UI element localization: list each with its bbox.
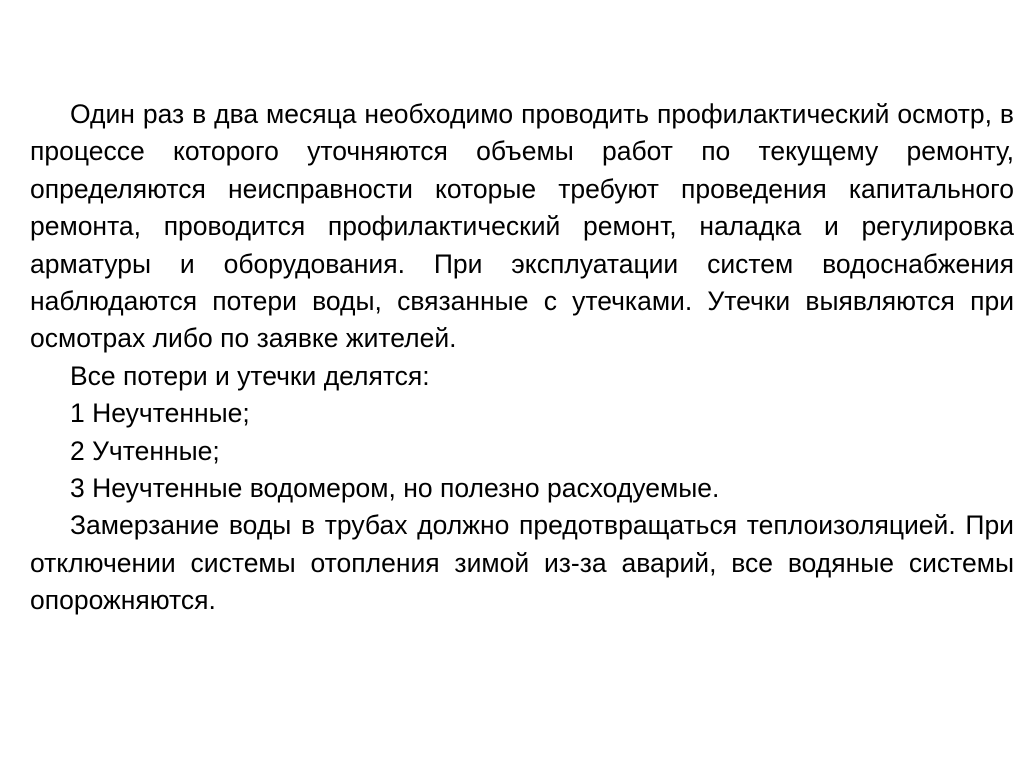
list-item-accounted: 2 Учтенные; <box>70 435 220 466</box>
paragraph-losses-intro: Все потери и утечки делятся: <box>70 360 430 391</box>
text-body <box>30 96 1014 620</box>
list-item-unaccounted: 1 Неучтенные; <box>70 398 250 429</box>
paragraph-freezing: Замерзание воды в трубах должно предотвращаться теплоизоляцией. При отключении системы отопления зимой из-за аварий, все водяные системы опорожняются. <box>30 510 1014 616</box>
list-item-unmetered: 3 Неучтенные водомером, но полезно расходуемые. <box>70 473 720 504</box>
paragraph-inspection: Один раз в два месяца необходимо проводить профилактический осмотр, в процессе которого уточняются объемы работ по текущему ремонту, определяются неисправности которые требуют проведения капитального ремонта, проводится профилактический ремонт, наладка и регулировка арматуры и оборудования. При эксплуатации систем водоснабжения наблюдаются потери воды, связанные с утечками. Утечки выявляются при осмотрах либо по заявке жителей. <box>30 99 1014 354</box>
